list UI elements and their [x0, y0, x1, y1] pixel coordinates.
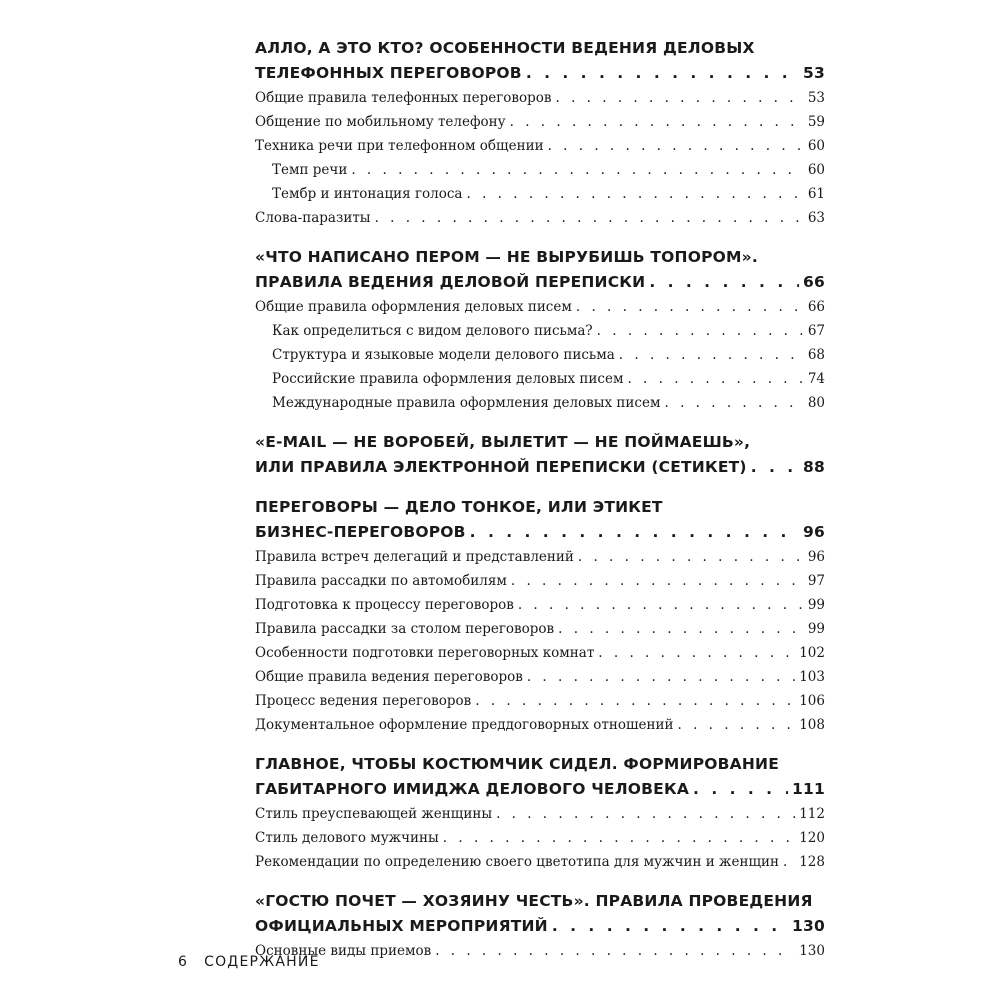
entry-page-number: 67 — [807, 323, 825, 339]
toc-subentry — [255, 367, 825, 391]
dot-leader — [693, 777, 788, 802]
toc-section — [255, 245, 825, 415]
section-page-number: 111 — [792, 780, 825, 798]
toc-entry — [255, 665, 825, 689]
dot-leader — [475, 689, 795, 713]
section-title-line1: «ЧТО НАПИСАНО ПЕРОМ — НЕ ВЫРУБИШЬ ТОПОРОМ». — [255, 248, 758, 266]
entry-page-number: 130 — [799, 943, 825, 959]
entry-page-number: 80 — [807, 395, 825, 411]
dot-leader — [518, 593, 804, 617]
toc-entry — [255, 802, 825, 826]
dot-leader — [598, 641, 795, 665]
toc-entry — [255, 939, 825, 963]
toc-entry — [255, 206, 825, 230]
toc-entry — [255, 569, 825, 593]
section-title-line2: ГАБИТАРНОГО ИМИДЖА ДЕЛОВОГО ЧЕЛОВЕКА — [255, 780, 690, 798]
dot-leader — [527, 665, 795, 689]
section-heading — [255, 430, 825, 480]
entry-page-number: 97 — [807, 573, 825, 589]
section-heading — [255, 36, 825, 86]
entry-page-number: 66 — [807, 299, 825, 315]
toc-entry — [255, 850, 825, 874]
dot-leader — [649, 270, 799, 295]
toc-entry — [255, 545, 825, 569]
dot-leader — [783, 850, 795, 874]
section-heading — [255, 495, 825, 545]
entry-page-number: 102 — [799, 645, 825, 661]
dot-leader — [511, 569, 804, 593]
entry-title: Рекомендации по определению своего цветотипа для мужчин и женщин — [255, 854, 779, 870]
section-page-number: 53 — [803, 64, 825, 82]
section-title-line2: ПРАВИЛА ВЕДЕНИЯ ДЕЛОВОЙ ПЕРЕПИСКИ — [255, 273, 646, 291]
entry-title: Правила рассадки по автомобилям — [255, 573, 507, 589]
section-page-number: 88 — [803, 458, 825, 476]
entry-page-number: 108 — [799, 717, 825, 733]
section-heading — [255, 752, 825, 802]
dot-leader — [466, 182, 803, 206]
entry-page-number: 59 — [807, 114, 825, 130]
toc-entry — [255, 641, 825, 665]
dot-leader — [677, 713, 795, 737]
toc-entry — [255, 713, 825, 737]
section-title-line1: «ГОСТЮ ПОЧЕТ — ХОЗЯИНУ ЧЕСТЬ». ПРАВИЛА ПРОВЕДЕНИЯ — [255, 892, 813, 910]
section-title-line1: «E-MAIL — НЕ ВОРОБЕЙ, ВЫЛЕТИТ — НЕ ПОЙМАЕШЬ», — [255, 433, 751, 451]
entry-page-number: 96 — [807, 549, 825, 565]
entry-page-number: 112 — [799, 806, 825, 822]
toc-subentry — [255, 158, 825, 182]
entry-title: Общие правила оформления деловых писем — [255, 299, 572, 315]
section-title-line2: ОФИЦИАЛЬНЫХ МЕРОПРИЯТИЙ — [255, 917, 548, 935]
toc-entry — [255, 134, 825, 158]
entry-title: Общение по мобильному телефону — [255, 114, 506, 130]
toc-entry — [255, 617, 825, 641]
page-footer — [178, 954, 320, 970]
toc-entry — [255, 295, 825, 319]
entry-page-number: 61 — [807, 186, 825, 202]
entry-title: Российские правила оформления деловых писем — [272, 371, 624, 387]
running-title: СОДЕРЖАНИЕ — [204, 954, 320, 970]
entry-page-number: 68 — [807, 347, 825, 363]
dot-leader — [552, 914, 788, 939]
entry-title: Международные правила оформления деловых писем — [272, 395, 661, 411]
entry-title: Подготовка к процессу переговоров — [255, 597, 514, 613]
dot-leader — [548, 134, 804, 158]
dot-leader — [435, 939, 795, 963]
dot-leader — [351, 158, 803, 182]
dot-leader — [664, 391, 803, 415]
dot-leader — [597, 319, 804, 343]
toc-subentry — [255, 319, 825, 343]
section-title-line2: ИЛИ ПРАВИЛА ЭЛЕКТРОННОЙ ПЕРЕПИСКИ (СЕТИКЕТ) — [255, 458, 747, 476]
section-title-line1: АЛЛО, А ЭТО КТО? ОСОБЕННОСТИ ВЕДЕНИЯ ДЕЛОВЫХ — [255, 39, 755, 57]
entry-page-number: 63 — [807, 210, 825, 226]
toc-entry — [255, 110, 825, 134]
page-number: 6 — [178, 954, 189, 970]
entry-title: Документальное оформление преддоговорных отношений — [255, 717, 674, 733]
entry-title: Правила рассадки за столом переговоров — [255, 621, 555, 637]
dot-leader — [576, 295, 804, 319]
entry-title: Слова-паразиты — [255, 210, 371, 226]
dot-leader — [751, 455, 799, 480]
section-title-line1: ГЛАВНОЕ, ЧТОБЫ КОСТЮМЧИК СИДЕЛ. ФОРМИРОВАНИЕ — [255, 755, 779, 773]
entry-title: Общие правила ведения переговоров — [255, 669, 523, 685]
toc-entry — [255, 86, 825, 110]
toc-section — [255, 495, 825, 737]
entry-title: Процесс ведения переговоров — [255, 693, 472, 709]
toc-section — [255, 36, 825, 230]
dot-leader — [526, 61, 799, 86]
dot-leader — [556, 86, 804, 110]
section-title-line2: ТЕЛЕФОННЫХ ПЕРЕГОВОРОВ — [255, 64, 522, 82]
entry-title: Правила встреч делегаций и представлений — [255, 549, 574, 565]
dot-leader — [443, 826, 795, 850]
dot-leader — [510, 110, 804, 134]
section-heading — [255, 889, 825, 939]
entry-title: Темп речи — [272, 162, 348, 178]
entry-title: Особенности подготовки переговорных комнат — [255, 645, 595, 661]
section-page-number: 66 — [803, 273, 825, 291]
dot-leader — [627, 367, 803, 391]
toc-section — [255, 430, 825, 480]
entry-page-number: 103 — [799, 669, 825, 685]
entry-page-number: 120 — [799, 830, 825, 846]
toc-subentry — [255, 391, 825, 415]
section-page-number: 96 — [803, 523, 825, 541]
entry-title: Общие правила телефонных переговоров — [255, 90, 552, 106]
dot-leader — [619, 343, 804, 367]
dot-leader — [375, 206, 804, 230]
section-page-number: 130 — [792, 917, 825, 935]
entry-page-number: 106 — [799, 693, 825, 709]
toc-section — [255, 889, 825, 963]
entry-page-number: 60 — [807, 162, 825, 178]
entry-page-number: 99 — [807, 621, 825, 637]
entry-title: Как определиться с видом делового письма? — [272, 323, 593, 339]
entry-page-number: 74 — [807, 371, 825, 387]
entry-page-number: 99 — [807, 597, 825, 613]
section-heading — [255, 245, 825, 295]
section-title-line2: БИЗНЕС-ПЕРЕГОВОРОВ — [255, 523, 466, 541]
toc-entry — [255, 593, 825, 617]
toc-section — [255, 752, 825, 874]
entry-page-number: 53 — [807, 90, 825, 106]
entry-title: Стиль преуспевающей женщины — [255, 806, 493, 822]
entry-title: Основные виды приемов — [255, 943, 432, 959]
entry-title: Техника речи при телефонном общении — [255, 138, 544, 154]
dot-leader — [578, 545, 804, 569]
dot-leader — [470, 520, 799, 545]
toc-entry — [255, 689, 825, 713]
toc-subentry — [255, 182, 825, 206]
entry-title: Структура и языковые модели делового письма — [272, 347, 615, 363]
dot-leader — [496, 802, 795, 826]
entry-title: Стиль делового мужчины — [255, 830, 439, 846]
entry-page-number: 60 — [807, 138, 825, 154]
section-title-line1: ПЕРЕГОВОРЫ — ДЕЛО ТОНКОЕ, ИЛИ ЭТИКЕТ — [255, 498, 663, 516]
toc-entry — [255, 826, 825, 850]
table-of-contents — [255, 36, 825, 978]
dot-leader — [558, 617, 804, 641]
entry-title: Тембр и интонация голоса — [272, 186, 463, 202]
toc-subentry — [255, 343, 825, 367]
entry-page-number: 128 — [799, 854, 825, 870]
